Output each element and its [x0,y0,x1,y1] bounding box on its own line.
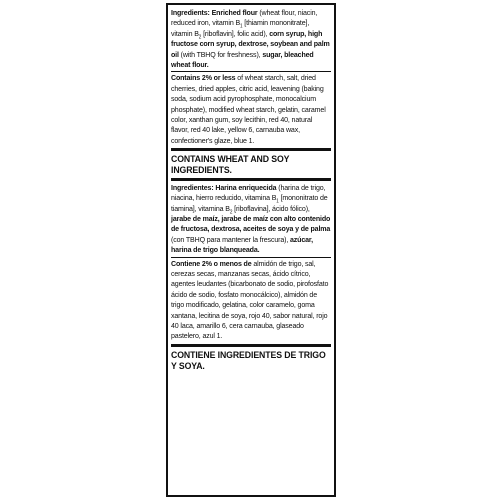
bold-text: corn syrup, high fructose corn syrup, dextrose, soybean and palm oil [171,28,330,59]
bold-text: Harina enriquecida [215,182,277,192]
text-run: [thiamin mononitrate], vitamin B [171,18,310,38]
divider-thick [171,344,331,347]
ingredients-panel [166,3,336,497]
text-run: (wheat flour, niacin, reduced iron, vitamin B [171,8,318,28]
english-allergen-statement: CONTAINS WHEAT AND SOY INGREDIENTS. [171,153,290,176]
bold-text: Ingredients: [171,8,210,17]
bold-text: Enriched flour [211,8,258,17]
bold-text: jarabe de maíz, jarabe de maíz con alto contenido de fructosa, dextrosa, aceites de soya y de palma [171,213,331,234]
spanish-minor-ingredients [171,259,331,342]
divider [171,257,331,258]
subscript-text: 2 [198,34,202,41]
english-minor-ingredients [171,73,331,146]
bold-text: azúcar, harina de trigo blanqueada. [171,234,313,255]
english-ingredients [171,8,331,70]
divider-thick [171,178,331,181]
text-run: [riboflavin], folic acid), [201,28,270,38]
text-run: of wheat starch, salt, dried cherries, dried apples, citric acid, leavening (baking soda, sodium acid pyrophosphate, monocalcium phosphate), modified wheat starch, gelatin, caramel color, xanthan gum, soy lecithin, red 40, natural flavor, red 40 lake, yellow 6, carnauba wax, confectioner's glaze, blue 1. [171,73,326,145]
text-run: (harina de trigo, niacina, hierro reducido, vitamina B [171,182,326,203]
spanish-ingredients [171,183,331,256]
bold-text: sugar, bleached wheat flour. [171,49,314,70]
subscript-text: 1 [240,23,243,30]
bold-text: Ingredientes: [171,182,214,192]
bold-text: Contiene 2% o menos de [171,258,252,268]
text-run: (with TBHQ for freshness), [178,49,263,59]
text-run: (con TBHQ para mantener la frescura), [171,234,290,244]
bold-text: Contains 2% or less [171,73,236,83]
subscript-text: 1 [276,198,279,205]
divider-thick [171,148,331,151]
text-run: almidón de trigo, sal, cerezas secas, manzanas secas, ácido cítrico, agentes leudantes (bicarbonato de sodio, pirofosfato ácido de sodio, fosfato monocálcico), almidón de trigo modificado, gelatina, color caramelo, goma xantana, lecitina de soya, rojo 40, sabor natural, rojo 40 laca, amarillo 6, cera carnauba, glaseado pastelero, azul 1. [171,258,329,341]
spanish-allergen-statement: CONTIENE INGREDIENTES DE TRIGO Y SOYA. [171,348,326,371]
divider [171,71,331,72]
text-run: [riboflavina], ácido fólico), [232,203,310,213]
text-run: [mononitrato de tiamina], vitamina B [171,193,328,213]
subscript-text: 2 [229,209,233,216]
